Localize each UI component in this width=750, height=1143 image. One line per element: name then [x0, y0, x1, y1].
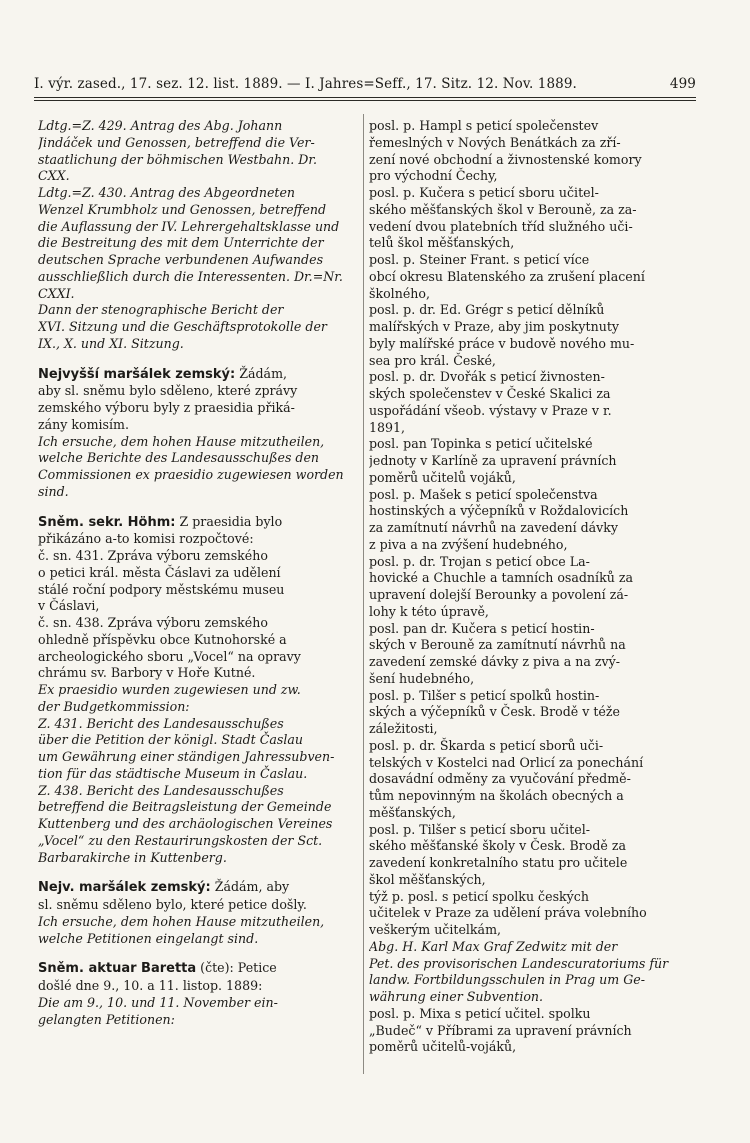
header-rule-secondary	[34, 100, 696, 101]
czech-text: posl. p. Mašek s peticí společenstva hostinských a výčepníků v Roždalovicích za zamítnutí návrhů na zavedení dávky z piva a na zvýšení hudebného,	[369, 486, 629, 552]
speaker-name: Sněm. aktuar Baretta	[38, 961, 197, 977]
right-column	[369, 118, 699, 1056]
paragraph-gap	[38, 353, 360, 366]
page-header	[34, 76, 696, 92]
text-paragraph	[369, 369, 699, 436]
text-paragraph	[369, 939, 699, 1006]
text-paragraph	[369, 487, 699, 554]
text-paragraph	[369, 118, 699, 185]
speaker-paragraph	[38, 514, 360, 549]
czech-text: posl. p. dr. Dvořák s peticí živnosten- ských společenstev v České Skalici za uspořádání všeob. výstavy v Praze v r. 1891,	[369, 369, 612, 435]
czech-text: posl. p. Steiner Frant. s peticí více obcí okresu Blatenského za zrušení placení školného,	[369, 252, 645, 301]
german-text: Die am 9., 10. und 11. November ein- gelangten Petitionen:	[38, 994, 278, 1027]
text-paragraph	[38, 615, 360, 682]
text-paragraph	[38, 716, 360, 783]
speaker-text: Z praesidia bylo přikázáno a-to komisi rozpočtové:	[38, 513, 283, 547]
paragraph-gap	[38, 866, 360, 879]
speaker-paragraph	[38, 879, 360, 914]
german-text: Abg. H. Karl Max Graf Zedwitz mit der Pet. des provisorischen Landescuratoriums für landw. Fortbildungsschulen in Prag um Ge- währung einer Subvention.	[369, 938, 669, 1004]
text-paragraph	[369, 554, 699, 621]
text-paragraph	[38, 548, 360, 615]
speaker-name: Nejvyšší maršálek zemský:	[38, 366, 236, 382]
text-paragraph	[369, 738, 699, 822]
czech-text: posl. pan dr. Kučera s peticí hostin- ských v Berouně za zamítnutí návrhů na zavedení zemské dávky z piva a na zvý- šení hudebného,	[369, 620, 626, 686]
text-paragraph	[369, 436, 699, 486]
czech-text: týž p. posl. s peticí spolku českých učitelek v Praze za udělení práva volebního veškerým učitelkám,	[369, 888, 647, 937]
german-text: Dann der stenographische Bericht der XVI. Sitzung und die Geschäftsprotokolle der IX., X. und XI. Sitzung.	[38, 302, 327, 351]
text-paragraph	[38, 434, 360, 501]
text-paragraph	[38, 118, 360, 185]
text-paragraph	[38, 185, 360, 302]
text-paragraph	[38, 995, 360, 1029]
text-paragraph	[369, 302, 699, 369]
speaker-paragraph	[38, 960, 360, 995]
speaker-text: (čte): Petice došlé dne 9., 10. a 11. listop. 1889:	[38, 960, 277, 993]
text-paragraph	[369, 252, 699, 302]
czech-text: posl. pan Topinka s peticí učitelské jednoty v Karlíně za upravení právních poměrů učitelů vojáků,	[369, 436, 617, 485]
page-number: 499	[669, 76, 696, 92]
german-text: Ich ersuche, dem hohen Hause mitzutheilen, welche Berichte des Landesausschußes den Commissionen ex praesidio zugewiesen worden sind.	[38, 433, 344, 499]
german-text: Ldtg.=Z. 430. Antrag des Abgeordneten Wenzel Krumbholz und Genossen, betreffend die Auflassung der IV. Lehrergehaltsklasse und die Bestreitung des mit dem Unterrichte der deutschen Sprache verbundenen Aufwandes ausschließlich durch die Interessenten. Dr.=Nr. CXXI.	[38, 185, 343, 301]
paragraph-gap	[38, 947, 360, 960]
german-text: Z. 431. Bericht des Landesausschußes über die Petition der königl. Stadt Časlau um Gewährung einer ständigen Jahressubven- tion für das städtische Museum in Časlau.	[38, 715, 335, 781]
speaker-name: Nejv. maršálek zemský:	[38, 880, 211, 896]
text-paragraph	[38, 682, 360, 716]
paragraph-gap	[38, 501, 360, 514]
german-text: Ex praesidio wurden zugewiesen und zw. der Budgetkommission:	[38, 682, 301, 714]
czech-text: posl. p. dr. Ed. Grégr s peticí dělníků malířských v Praze, aby jim poskytnuty byly malířské práce v budově nového mu- sea pro král. České,	[369, 302, 635, 368]
german-text: Ich ersuche, dem hohen Hause mitzutheilen, welche Petitionen eingelangt sind.	[38, 913, 325, 946]
czech-text: posl. p. dr. Škarda s peticí sborů uči- telských v Kostelci nad Orlicí za ponechání dosavádní odměny za vyučování předmě- tům nepovinným na školách obecných a měšťanských,	[369, 737, 644, 820]
czech-text: posl. p. Mixa s peticí učitel. spolku „Budeč“ v Příbrami za upravení právních poměrů učitelů-vojáků,	[369, 1005, 632, 1055]
text-paragraph	[38, 783, 360, 867]
german-text: Ldtg.=Z. 429. Antrag des Abg. Johann Jindáček und Genossen, betreffend die Ver- staatlichung der böhmischen Westbahn. Dr. CXX.	[38, 118, 317, 184]
czech-text: č. sn. 438. Zpráva výboru zemského ohledně příspěvku obce Kutnohorské a archeologického sboru „Vocel“ na opravy chrámu sv. Barbory v Hoře Kutné.	[38, 615, 301, 681]
text-paragraph	[38, 302, 360, 352]
czech-text: č. sn. 431. Zpráva výboru zemského o petici král. města Čáslavi za udělení stálé roční podpory městskému museu v Čáslavi,	[38, 548, 285, 614]
text-paragraph	[38, 914, 360, 948]
speaker-text: Žádám, aby sl. sněmu bylo sděleno, které zprávy zemského výboru byly z praesidia přiká- zány komisím.	[38, 365, 298, 432]
running-title: I. výr. zased., 17. sez. 12. list. 1889. — I. Jahres=Seff., 17. Sitz. 12. Nov. 1889.	[34, 76, 577, 92]
text-paragraph	[369, 889, 699, 939]
czech-text: posl. p. Hampl s peticí společenstev řemeslných v Nových Benátkách za zří- zení nové obchodní a živnostenské komory pro východní Čechy,	[369, 118, 642, 184]
text-paragraph	[369, 185, 699, 252]
speaker-name: Sněm. sekr. Höhm:	[38, 514, 176, 530]
text-paragraph	[369, 621, 699, 688]
text-paragraph	[369, 822, 699, 889]
german-text: Z. 438. Bericht des Landesausschußes betreffend die Beitragsleistung der Gemeinde Kuttenberg und des archäologischen Vereines „Vocel“ zu den Restaurirungskosten der Sct. Barbarakirche in Kuttenberg.	[38, 782, 333, 865]
left-column	[38, 118, 360, 1028]
czech-text: posl. p. Kučera s peticí sboru učitel- ského měšťanských škol v Berouně, za za- vedení dvou platebních tříd služného uči- telů škol měšťanských,	[369, 185, 637, 251]
speaker-paragraph	[38, 366, 360, 434]
czech-text: posl. p. dr. Trojan s peticí obce La- hovické a Chuchle a tamních osadníků za upravení dolejší Berounky a povolení zá- lohy k této úpravě,	[369, 553, 633, 619]
text-paragraph	[369, 688, 699, 738]
czech-text: posl. p. Tilšer s peticí sboru učitel- ského měšťanské školy v Česk. Brodě za zavedení konkretalního statu pro učitele škol měšťanských,	[369, 821, 628, 887]
speaker-text: Žádám, aby sl. sněmu sděleno bylo, které petice došly.	[38, 879, 307, 912]
header-rule	[34, 97, 696, 98]
column-divider	[363, 114, 364, 1074]
czech-text: posl. p. Tilšer s peticí spolků hostin- ských a výčepníků v Česk. Brodě v téže záležitosti,	[369, 687, 620, 736]
text-paragraph	[369, 1006, 699, 1056]
